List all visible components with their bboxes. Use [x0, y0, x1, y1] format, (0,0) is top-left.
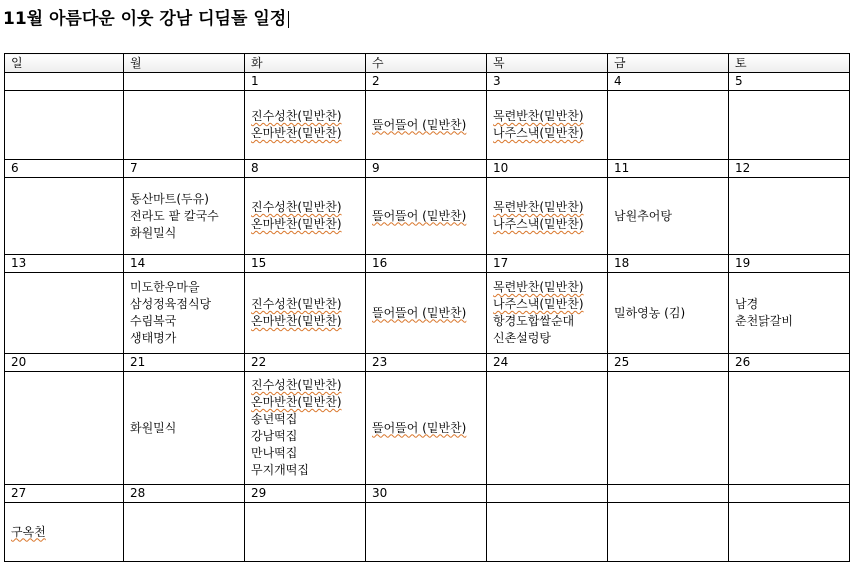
weekday-header-cell: 목	[487, 54, 608, 73]
date-number-cell: 26	[729, 354, 850, 372]
spellcheck-underline: 온마반찬(밑반찬)	[251, 395, 342, 409]
schedule-entry	[251, 296, 365, 313]
date-number-cell: 15	[245, 255, 366, 273]
schedule-entry: 밀하영농 (김)	[614, 305, 686, 320]
date-number-cell: 10	[487, 160, 608, 178]
schedule-cell[interactable]	[487, 503, 608, 562]
text-cursor	[288, 11, 289, 28]
schedule-entry	[493, 279, 607, 296]
schedule-cell[interactable]	[124, 503, 245, 562]
schedule-entry: 화원밀식	[130, 420, 177, 435]
schedule-cell[interactable]	[124, 91, 245, 160]
spellcheck-underline: 뜰어뜰어 (밑반찬)	[372, 305, 467, 320]
weekday-header-cell: 토	[729, 54, 850, 73]
date-number-cell: 11	[608, 160, 729, 178]
date-number-cell	[124, 73, 245, 91]
date-number-cell: 4	[608, 73, 729, 91]
date-number-cell: 25	[608, 354, 729, 372]
schedule-entry	[251, 394, 365, 411]
schedule-entry	[493, 199, 607, 216]
schedule-cell[interactable]	[729, 273, 850, 354]
date-number-cell: 30	[366, 485, 487, 503]
schedule-cell[interactable]	[487, 273, 608, 354]
schedule-cell[interactable]	[366, 273, 487, 354]
schedule-entry	[11, 524, 123, 541]
date-number-row	[5, 160, 850, 178]
schedule-cell[interactable]	[124, 372, 245, 485]
date-number-cell: 7	[124, 160, 245, 178]
schedule-entry	[493, 296, 607, 313]
schedule-cell[interactable]	[5, 91, 124, 160]
spellcheck-underline: 온마반찬(밑반찬)	[251, 217, 342, 231]
date-number-cell: 8	[245, 160, 366, 178]
schedule-cell[interactable]	[487, 372, 608, 485]
date-number-row	[5, 255, 850, 273]
schedule-row	[5, 372, 850, 485]
spellcheck-underline: 진수성찬(밑반찬)	[251, 200, 342, 214]
schedule-entry	[493, 216, 607, 233]
date-number-cell: 12	[729, 160, 850, 178]
spellcheck-underline: 진수성찬(밑반찬)	[251, 297, 342, 311]
schedule-entry: 남원추어탕	[614, 208, 672, 223]
schedule-cell[interactable]	[729, 372, 850, 485]
spellcheck-underline: 뜰어뜰어 (밑반찬)	[372, 117, 467, 132]
schedule-cell[interactable]	[124, 273, 245, 354]
date-number-cell: 29	[245, 485, 366, 503]
schedule-entry: 무지개떡집	[251, 463, 309, 477]
spellcheck-underline: 나주스낵(밑반찬)	[493, 297, 584, 311]
schedule-cell[interactable]	[245, 503, 366, 562]
schedule-cell[interactable]	[5, 503, 124, 562]
schedule-entry: 항경도합쌀순대	[493, 314, 575, 328]
date-number-cell: 6	[5, 160, 124, 178]
weekday-header-cell: 수	[366, 54, 487, 73]
schedule-cell[interactable]	[245, 178, 366, 255]
weekday-header-cell: 일	[5, 54, 124, 73]
schedule-entry: 만나떡집	[251, 446, 298, 460]
date-number-cell: 27	[5, 485, 124, 503]
schedule-entry	[251, 199, 365, 216]
date-number-cell	[729, 485, 850, 503]
spellcheck-underline: 목련반찬(밑반찬)	[493, 280, 584, 294]
spellcheck-underline: 뜰어뜰어 (밑반찬)	[372, 208, 467, 223]
schedule-entry: 신촌설렁탕	[493, 331, 551, 345]
date-number-row	[5, 485, 850, 503]
schedule-entry	[251, 108, 365, 125]
spellcheck-underline: 온마반찬(밑반찬)	[251, 126, 342, 140]
schedule-entry: 수림복국	[130, 314, 177, 328]
schedule-cell[interactable]	[124, 178, 245, 255]
schedule-cell[interactable]	[487, 178, 608, 255]
schedule-cell[interactable]	[366, 178, 487, 255]
schedule-cell[interactable]	[366, 372, 487, 485]
date-number-cell: 1	[245, 73, 366, 91]
schedule-entry: 남경	[735, 297, 759, 311]
schedule-cell[interactable]	[608, 503, 729, 562]
schedule-entry	[493, 108, 607, 125]
date-number-cell: 16	[366, 255, 487, 273]
schedule-cell[interactable]	[245, 91, 366, 160]
schedule-cell[interactable]	[5, 273, 124, 354]
schedule-cell[interactable]	[608, 372, 729, 485]
schedule-cell[interactable]	[729, 503, 850, 562]
date-number-cell: 23	[366, 354, 487, 372]
date-number-cell: 17	[487, 255, 608, 273]
schedule-entry: 동산마트(두유)	[130, 191, 209, 206]
schedule-entry	[251, 313, 365, 330]
schedule-entry: 강남떡집	[251, 429, 298, 443]
date-number-cell: 3	[487, 73, 608, 91]
schedule-entry	[493, 125, 607, 142]
schedule-entry: 화원밀식	[130, 225, 177, 240]
date-number-cell: 18	[608, 255, 729, 273]
date-number-cell: 14	[124, 255, 245, 273]
schedule-entry: 전라도 팥 칼국수	[130, 208, 219, 223]
schedule-cell[interactable]	[366, 503, 487, 562]
spellcheck-underline: 뜰어뜰어 (밑반찬)	[372, 420, 467, 435]
schedule-entry: 생태명가	[130, 331, 177, 345]
date-number-cell: 20	[5, 354, 124, 372]
schedule-entry	[372, 117, 486, 134]
schedule-cell[interactable]	[5, 372, 124, 485]
schedule-cell[interactable]	[245, 372, 366, 485]
weekday-header-row	[5, 54, 850, 73]
schedule-entry: 미도한우마을	[130, 280, 200, 294]
date-number-cell	[608, 485, 729, 503]
date-number-cell: 22	[245, 354, 366, 372]
weekday-header-cell: 금	[608, 54, 729, 73]
date-number-cell	[487, 485, 608, 503]
spellcheck-underline: 목련반찬(밑반찬)	[493, 200, 584, 214]
schedule-entry: 춘천닭갈비	[735, 314, 793, 328]
spellcheck-underline: 진수성찬(밑반찬)	[251, 109, 342, 123]
spellcheck-underline: 구옥천	[11, 524, 46, 539]
schedule-entry	[251, 216, 365, 233]
spellcheck-underline: 진수성찬(밑반찬)	[251, 378, 342, 392]
spellcheck-underline: 목련반찬(밑반찬)	[493, 109, 584, 123]
spellcheck-underline: 나주스낵(밑반찬)	[493, 126, 584, 140]
page-title-text: 11월 아름다운 이웃 강남 디딤돌 일정	[3, 9, 287, 29]
schedule-entry	[372, 208, 486, 225]
date-number-cell: 28	[124, 485, 245, 503]
date-number-row	[5, 73, 850, 91]
weekday-header-cell: 화	[245, 54, 366, 73]
schedule-cell[interactable]	[608, 178, 729, 255]
schedule-cell[interactable]	[608, 273, 729, 354]
date-number-cell: 2	[366, 73, 487, 91]
schedule-entry	[372, 420, 486, 437]
date-number-cell: 19	[729, 255, 850, 273]
schedule-entry	[251, 125, 365, 142]
schedule-row	[5, 178, 850, 255]
date-number-cell: 9	[366, 160, 487, 178]
schedule-cell[interactable]	[366, 91, 487, 160]
weekday-header-cell: 월	[124, 54, 245, 73]
schedule-cell[interactable]	[729, 91, 850, 160]
schedule-cell[interactable]	[5, 178, 124, 255]
date-number-cell: 24	[487, 354, 608, 372]
date-number-cell: 13	[5, 255, 124, 273]
date-number-cell: 21	[124, 354, 245, 372]
schedule-cell[interactable]	[245, 273, 366, 354]
schedule-row	[5, 273, 850, 354]
calendar-table	[4, 53, 850, 562]
schedule-cell[interactable]	[729, 178, 850, 255]
spellcheck-underline: 나주스낵(밑반찬)	[493, 217, 584, 231]
schedule-entry	[251, 377, 365, 394]
schedule-row	[5, 503, 850, 562]
date-number-row	[5, 354, 850, 372]
page-title	[3, 4, 289, 29]
schedule-entry: 삼성정육점식당	[130, 297, 212, 311]
date-number-cell: 5	[729, 73, 850, 91]
date-number-cell	[5, 73, 124, 91]
schedule-row	[5, 91, 850, 160]
schedule-entry	[372, 305, 486, 322]
schedule-cell[interactable]	[487, 91, 608, 160]
schedule-cell[interactable]	[608, 91, 729, 160]
spellcheck-underline: 온마반찬(밑반찬)	[251, 314, 342, 328]
schedule-entry: 송년떡집	[251, 412, 298, 426]
